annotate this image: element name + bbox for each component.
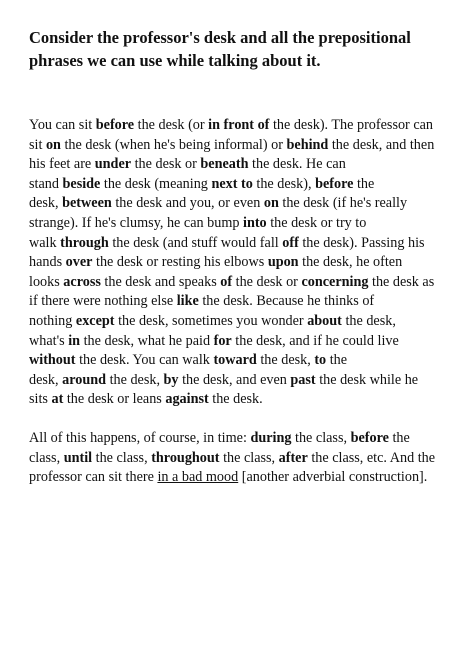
preposition-bold: after xyxy=(278,449,308,466)
text-run: the desk (meaning xyxy=(100,175,212,192)
text-run: the class, etc. And the professor can sit there xyxy=(29,449,436,486)
preposition-bold: in xyxy=(68,332,81,349)
underlined-phrase: in a bad mood xyxy=(157,469,239,486)
text-run: the desk as if there were nothing else xyxy=(29,273,435,310)
text-run: the desk (and stuff would fall xyxy=(108,234,283,251)
text-run: the desk. Because he thinks of nothing xyxy=(29,293,375,329)
preposition-bold: against xyxy=(165,391,209,408)
text-run: the desk (or xyxy=(134,117,209,133)
text-run: [another adverbial construction]. xyxy=(238,469,428,486)
text-run: the class, xyxy=(219,449,279,466)
text-run: the desk or try to walk xyxy=(29,214,367,251)
text-run: the desk (when he's being informal) or xyxy=(60,136,287,153)
text-run: the desk, and then his feet are xyxy=(29,136,435,173)
text-run: the class, xyxy=(92,449,152,466)
preposition-bold: on xyxy=(263,195,279,212)
text-run: the desk), xyxy=(252,175,316,192)
preposition-bold: before xyxy=(95,117,135,133)
text-run: the desk, xyxy=(29,175,375,212)
preposition-bold: beside xyxy=(62,175,101,192)
preposition-bold: in front of xyxy=(208,117,270,133)
text-run: the class, xyxy=(291,429,351,446)
document-page xyxy=(29,26,449,488)
document-title: Consider the professor's desk and all the prepositional phrases we can use while talking about it. xyxy=(29,28,411,70)
paragraph-prepositions-of-place xyxy=(29,116,449,410)
text-run: the desk, sometimes you wonder xyxy=(114,312,308,329)
preposition-bold: of xyxy=(220,273,233,290)
text-run: the desk. He can stand xyxy=(29,156,346,192)
text-run: the desk (if he's really strange). If he's clumsy, he can bump xyxy=(29,195,408,231)
text-run: the desk, xyxy=(106,371,164,388)
preposition-bold: until xyxy=(63,449,93,466)
preposition-bold: beneath xyxy=(200,156,249,173)
preposition-bold: through xyxy=(60,234,109,251)
text-run: the desk, he often looks xyxy=(29,254,403,290)
text-run: the desk, and if he could live xyxy=(235,332,399,349)
preposition-bold: throughout xyxy=(151,449,220,466)
text-run: You can sit xyxy=(29,117,96,133)
preposition-bold: like xyxy=(176,293,199,310)
text-run: the desk, what's xyxy=(29,312,396,349)
preposition-bold: about xyxy=(307,312,342,329)
preposition-bold: concerning xyxy=(301,273,369,290)
preposition-bold: before xyxy=(350,429,389,446)
preposition-bold: across xyxy=(63,273,101,290)
text-run: the desk or xyxy=(232,273,302,290)
preposition-bold: at xyxy=(51,391,64,408)
preposition-bold: under xyxy=(94,156,132,173)
preposition-bold: except xyxy=(75,312,115,329)
text-run: the desk, xyxy=(256,352,315,369)
preposition-bold: off xyxy=(282,234,299,251)
text-run: the desk, xyxy=(29,352,348,388)
preposition-bold: without xyxy=(29,352,76,369)
paragraph-prepositions-of-time xyxy=(29,429,449,488)
text-run: the desk or leans xyxy=(63,391,166,408)
preposition-bold: on xyxy=(45,136,61,153)
text-run: the desk). Passing his hands xyxy=(29,234,425,271)
text-run: the desk or resting his elbows xyxy=(92,254,268,271)
preposition-bold: behind xyxy=(286,136,329,153)
text-run: the desk. You can walk xyxy=(75,352,214,369)
preposition-bold: for xyxy=(213,332,232,349)
text-run: the desk while he sits xyxy=(29,371,419,408)
text-run: the class, xyxy=(29,429,410,466)
text-run: the desk, and even xyxy=(178,371,291,388)
text-run: the desk and speaks xyxy=(100,273,221,290)
text-run: the desk). The professor can sit xyxy=(29,117,434,153)
text-run: the desk. xyxy=(208,391,263,408)
text-run: the desk or xyxy=(131,156,201,173)
preposition-bold: upon xyxy=(267,254,299,271)
preposition-bold: over xyxy=(65,254,93,271)
preposition-bold: into xyxy=(243,214,267,231)
text-run: the desk, what he paid xyxy=(80,332,214,349)
preposition-bold: between xyxy=(62,195,112,212)
text-run: All of this happens, of course, in time: xyxy=(29,429,251,446)
preposition-bold: around xyxy=(62,371,107,388)
preposition-bold: past xyxy=(290,371,316,388)
text-run: the desk and you, or even xyxy=(111,195,264,212)
preposition-bold: before xyxy=(315,175,354,192)
preposition-bold: during xyxy=(250,429,292,446)
preposition-bold: by xyxy=(163,371,179,388)
preposition-bold: next to xyxy=(211,175,253,192)
preposition-bold: to xyxy=(314,352,327,369)
preposition-bold: toward xyxy=(213,352,257,369)
